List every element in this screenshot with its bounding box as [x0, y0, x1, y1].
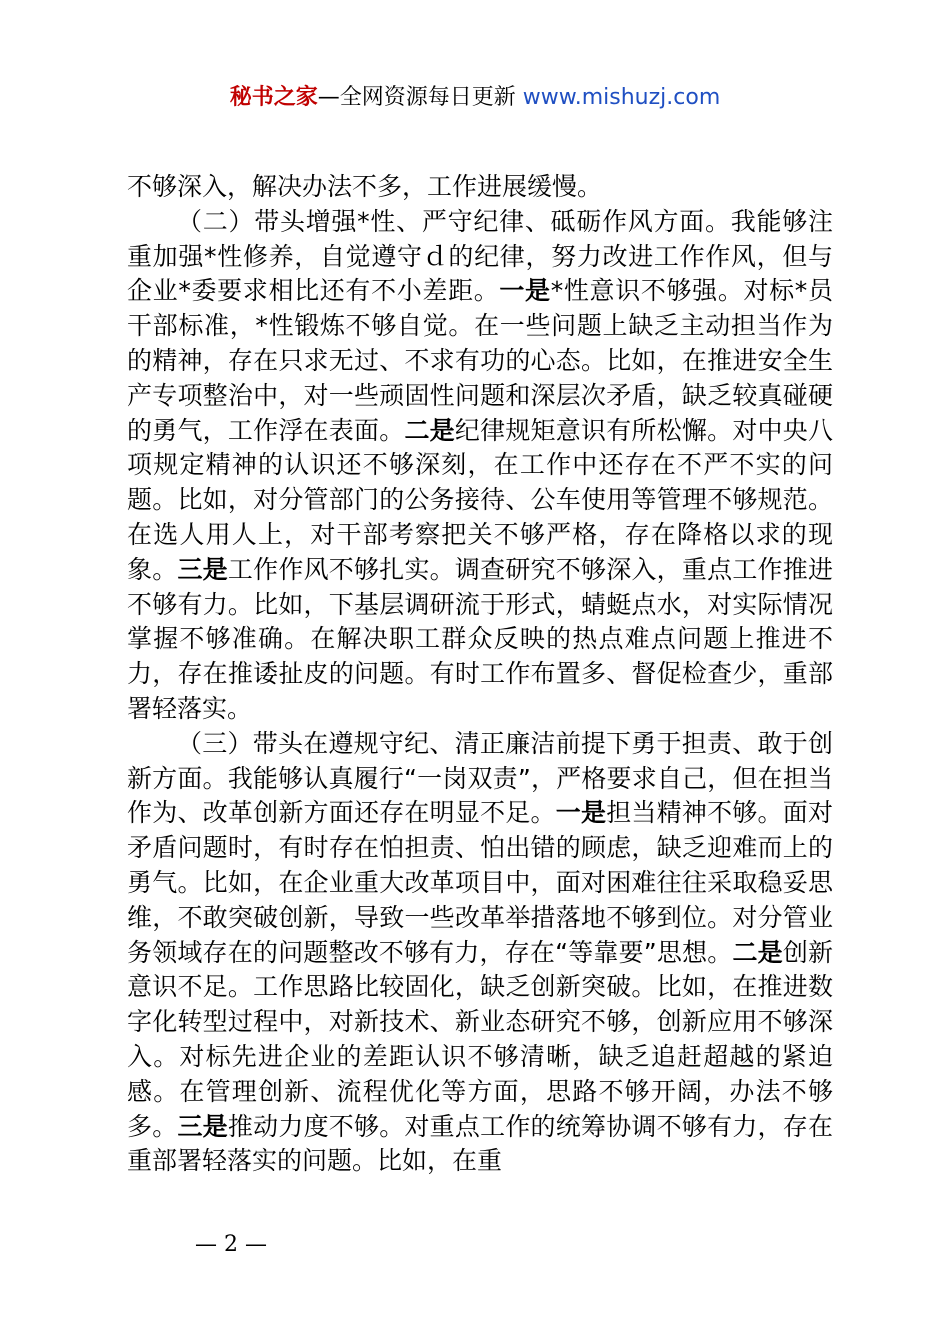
bold-marker: 一是: [555, 798, 607, 828]
bold-marker: 三是: [177, 1111, 228, 1141]
header-url[interactable]: www.mishuzj.com: [522, 85, 721, 110]
text-run: 担当精神不够。面对矛盾问题时，有时存在怕担责、怕出错的顾虑，缺乏迎难而上的勇气。比如，在企业重大改革项目中，面对困难往往采取稳妥思维，不敢突破创新，导致一些改革举措落地不够到位。对分管业务领域存在的问题整改不够有力，存在“等靠要”思想。: [127, 798, 833, 967]
page-number: — 2 —: [195, 1232, 267, 1257]
bold-marker: 一是: [499, 276, 551, 306]
header-tagline: —全网资源每日更新: [317, 85, 523, 110]
bold-marker: 三是: [177, 554, 228, 584]
text-run: 不够深入，解决办法不多，工作进展缓慢。: [127, 172, 603, 201]
text-run: 创新意识不足。工作思路比较固化，缺乏创新突破。比如，在推进数字化转型过程中，对新技术、新业态研究不够，创新应用不够深入。对标先进企业的差距认识不够清晰，缺乏追赶超越的紧迫感。在管理创新、流程优化等方面，思路不够开阔，办法不够多。: [127, 937, 833, 1141]
document-body: [127, 170, 833, 1179]
text-run: 推动力度不够。对重点工作的统筹协调不够有力，存在重部署轻落实的问题。比如，在重: [127, 1111, 833, 1176]
bold-marker: 二是: [732, 937, 783, 967]
text-run: 工作作风不够扎实。调查研究不够深入，重点工作推进不够有力。比如，下基层调研流于形式，蜻蜓点水，对实际情况掌握不够准确。在解决职工群众反映的热点难点问题上推进不力，存在推诿扯皮的问题。有时工作布置多、督促检查少，重部署轻落实。: [127, 554, 833, 723]
body-paragraph: [127, 727, 833, 1179]
header-brand: 秘书之家: [229, 85, 318, 110]
site-header: [0, 80, 950, 111]
body-paragraph: [127, 170, 833, 205]
bold-marker: 二是: [404, 415, 455, 445]
text-run: *性意识不够强。对标*员干部标准，*性锻炼不够自觉。在一些问题上缺乏主动担当作为的精神，存在只求无过、不求有功的心态。比如，在推进安全生产专项整治中，对一些顽固性问题和深层次矛盾，缺乏较真碰硬的勇气，工作浮在表面。: [127, 276, 833, 445]
body-paragraph: [127, 205, 833, 727]
text-run: （三）带头在遵规守纪、清正廉洁前提下勇于担责、敢于创新方面。我能够认真履行“一岗双责”，严格要求自己，但在担当作为、改革创新方面还存在明显不足。: [127, 728, 833, 828]
text-run: 纪律规矩意识有所松懈。对中央八项规定精神的认识还不够深刻，在工作中还存在不严不实的问题。比如，对分管部门的公务接待、公车使用等管理不够规范。在选人用人上，对干部考察把关不够严格，存在降格以求的现象。: [127, 415, 833, 584]
text-run: （二）带头增强*性、严守纪律、砥砺作风方面。我能够注重加强*性修养，自觉遵守ｄ的纪律，努力改进工作作风，但与企业*委要求相比还有不小差距。: [127, 206, 833, 306]
